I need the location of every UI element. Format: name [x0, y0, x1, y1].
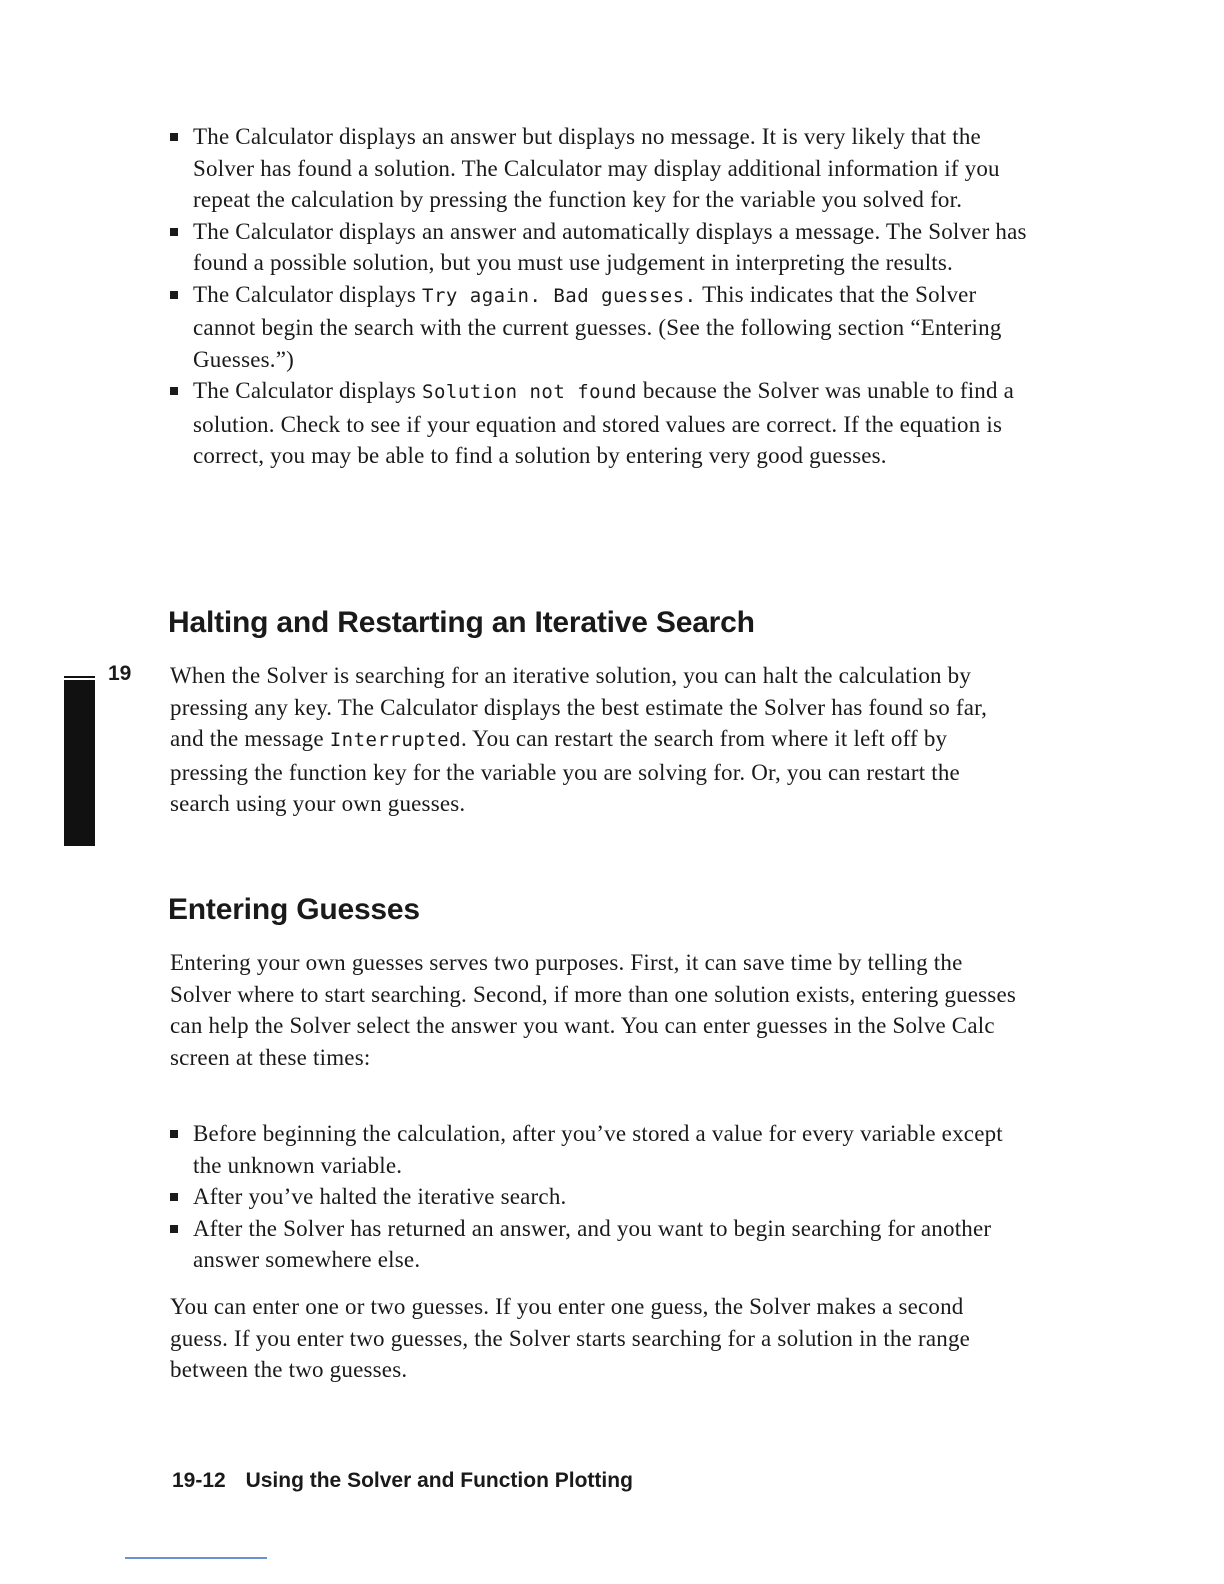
footer-title: Using the Solver and Function Plotting — [245, 1469, 633, 1492]
calculator-message: Try again. Bad guesses. — [422, 284, 697, 307]
entering-guesses-closing: You can enter one or two guesses. If you enter one guess, the Solver makes a second guess. If you enter two guesses, the Solver starts searching for a solution in the range between the two guesses. — [170, 1294, 971, 1382]
text-segment: The Calculator displays an answer and automatically displays a message. The Solver has found a possible solution, but you must use judgement in interpreting the results. — [193, 218, 1027, 275]
chapter-tab-number: 19 — [108, 662, 132, 685]
text-segment: The Calculator displays — [193, 281, 422, 307]
bottom-rule — [125, 1557, 267, 1559]
halting-paragraph — [170, 660, 1020, 820]
text-segment: The Calculator displays — [193, 378, 422, 403]
section-heading-halting: Halting and Restarting an Iterative Search — [168, 606, 755, 639]
list-item — [170, 121, 1030, 216]
calculator-message: Solution not found — [422, 381, 637, 403]
list-item — [170, 279, 1030, 376]
entering-guesses-intro: Entering your own guesses serves two purposes. First, it can save time by telling the Solver where to start searching. Second, if more than one solution exists, entering guesses can help the Solver select the answer you want. You can enter guesses in the Solve Calc screen at these times: — [170, 950, 1017, 1070]
list-item: After the Solver has returned an answer, and you want to begin searching for another answer somewhere else. — [170, 1213, 1020, 1276]
text-segment: This indicates that the Solver cannot begin the search with the current guesses. (See the following section “Entering Guesses.”) — [193, 281, 1002, 372]
chapter-tab-bar — [64, 680, 95, 846]
list-item: After you’ve halted the iterative search. — [170, 1181, 1020, 1213]
footer-page-number: 19-12 — [172, 1469, 226, 1492]
text-segment: The Calculator displays an answer but displays no message. It is very likely that the Solver has found a solution. The Calculator may display additional information if you repeat the calculation by pressing the function key for the variable you solved for. — [193, 124, 1000, 212]
text-segment: When the Solver is searching for an iterative solution, you can halt the calculation by pressing any key. The Calculator displays the best estimate the Solver has found so far, and the message — [170, 663, 988, 751]
guess-times-list — [170, 1118, 1020, 1276]
chapter-tab-tick — [64, 676, 95, 678]
section-heading-entering-guesses: Entering Guesses — [168, 893, 420, 926]
text-segment: because the Solver was unable to find a solution. Check to see if your equation and stored values are correct. If the equation is correct, you may be able to find a solution by entering very good guesses. — [193, 378, 1015, 468]
calculator-message: Interrupted — [329, 729, 462, 751]
text-segment: . You can restart the search from where it left off by pressing the function key for the variable you are solving for. Or, you can restart the search using your own guesses. — [170, 726, 960, 816]
list-item — [170, 216, 1030, 279]
status-bullet-list — [170, 121, 1030, 472]
page-footer — [172, 1469, 633, 1493]
list-item: Before beginning the calculation, after you’ve stored a value for every variable except the unknown variable. — [170, 1118, 1020, 1181]
list-item — [170, 375, 1030, 472]
